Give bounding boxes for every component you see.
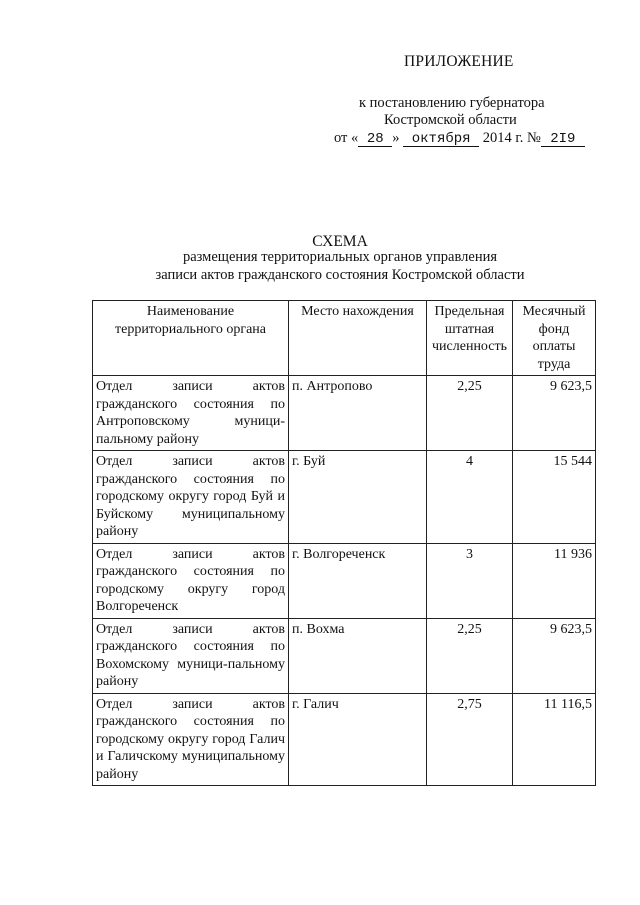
schema-subtitle-line2: записи актов гражданского состояния Костромской области bbox=[155, 267, 525, 283]
fund-cell: 11 116,5 bbox=[513, 693, 596, 786]
fund-cell: 9 623,5 bbox=[513, 376, 596, 451]
table-header-row bbox=[93, 301, 596, 376]
fund-cell: 11 936 bbox=[513, 543, 596, 618]
staff-cell: 4 bbox=[427, 451, 513, 544]
schema-table bbox=[92, 300, 596, 786]
org-name-cell: Отдел записи актов гражданского состояния по городскому округу город Галич и Галичскому муниципальному району bbox=[93, 693, 289, 786]
staff-cell: 3 bbox=[427, 543, 513, 618]
org-name-cell: Отдел записи актов гражданского состояния по городскому округу город Буй и Буйскому муниципальному району bbox=[93, 451, 289, 544]
appendix-title: ПРИЛОЖЕНИЕ bbox=[404, 53, 514, 70]
decree-date-line bbox=[334, 130, 585, 147]
header-location: Место нахождения bbox=[289, 301, 427, 376]
table-row bbox=[93, 543, 596, 618]
location-cell: г. Буй bbox=[289, 451, 427, 544]
date-mid: » bbox=[392, 130, 400, 146]
location-cell: п. Вохма bbox=[289, 618, 427, 693]
date-day: 28 bbox=[358, 132, 392, 147]
header-staff-limit: Предельная штатная численность bbox=[427, 301, 513, 376]
fund-cell: 9 623,5 bbox=[513, 618, 596, 693]
fund-cell: 15 544 bbox=[513, 451, 596, 544]
location-cell: г. Галич bbox=[289, 693, 427, 786]
table-row bbox=[93, 376, 596, 451]
staff-cell: 2,25 bbox=[427, 618, 513, 693]
schema-title: СХЕМА bbox=[312, 233, 368, 250]
table-row bbox=[93, 618, 596, 693]
schema-subtitle-line1: размещения территориальных органов управления bbox=[182, 249, 498, 265]
staff-cell: 2,75 bbox=[427, 693, 513, 786]
date-prefix: от « bbox=[334, 130, 359, 146]
org-name-cell: Отдел записи актов гражданского состояния по городскому округу город Волгореченск bbox=[93, 543, 289, 618]
table-row bbox=[93, 451, 596, 544]
header-monthly-fund: Месячный фонд оплаты труда bbox=[513, 301, 596, 376]
location-cell: п. Антропово bbox=[289, 376, 427, 451]
decree-reference-line1: к постановлению губернатора bbox=[359, 95, 545, 111]
staff-cell: 2,25 bbox=[427, 376, 513, 451]
table-row bbox=[93, 693, 596, 786]
decree-reference-line2: Костромской области bbox=[384, 112, 517, 128]
header-org-name: Наименование территориального органа bbox=[93, 301, 289, 376]
date-month: октября bbox=[403, 132, 479, 147]
decree-number: 2I9 bbox=[541, 132, 585, 147]
org-name-cell: Отдел записи актов гражданского состояния по Антроповскому муници-пальному району bbox=[93, 376, 289, 451]
org-name-cell: Отдел записи актов гражданского состояния по Вохомскому муници-пальному району bbox=[93, 618, 289, 693]
date-year: 2014 г. № bbox=[482, 130, 541, 146]
location-cell: г. Волгореченск bbox=[289, 543, 427, 618]
